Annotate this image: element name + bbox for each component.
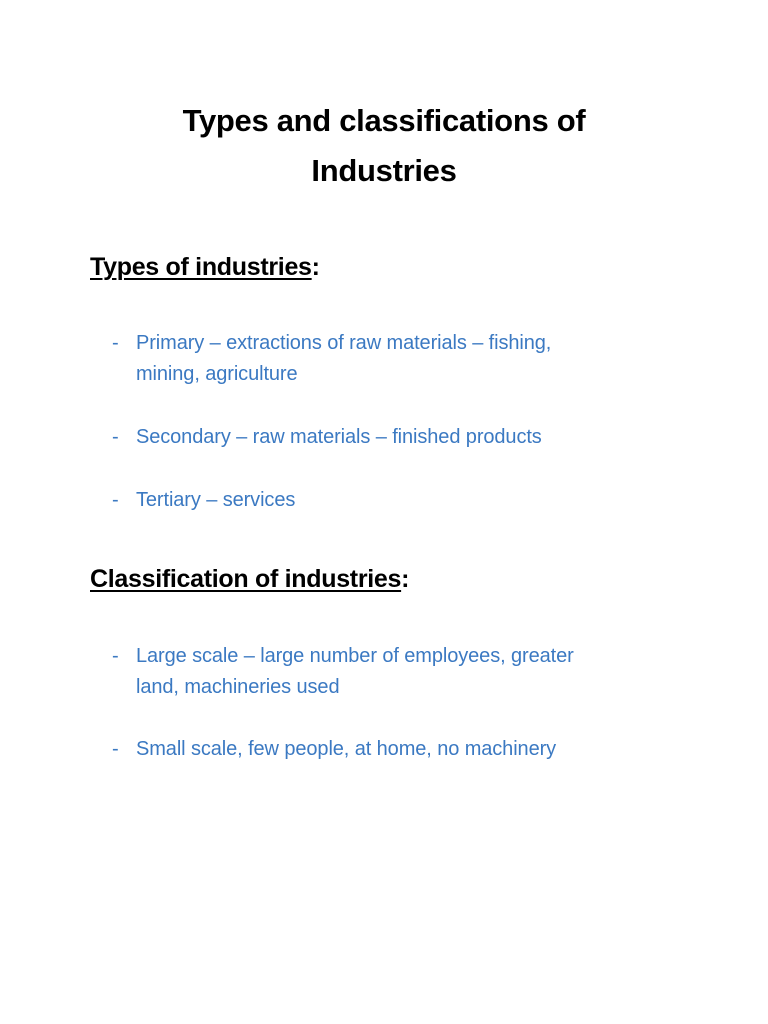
list-item-line-1: Large scale – large number of employees, greater [136,645,574,667]
list-item-tertiary [112,485,672,516]
section-heading-types-colon: : [311,253,320,281]
list-item-small-scale [112,734,672,765]
list-item-line-1: Primary – extractions of raw materials – fishing, [136,332,552,354]
section-heading-classification-text: Classification of industries [90,565,402,593]
section-heading-types [90,251,320,283]
section-heading-types-text: Types of industries [90,253,312,281]
list-item-large-scale [112,641,672,703]
list-item-line-1: Secondary – raw materials – finished products [136,426,542,448]
list-item-secondary [112,422,672,453]
list-item-line-1: Small scale, few people, at home, no machinery [136,738,557,760]
section-heading-classification [90,563,409,595]
list-item-line-1: Tertiary – services [136,489,296,511]
section-heading-classification-colon: : [401,565,410,593]
list-item-line-2: land, machineries used [136,676,340,698]
bullet-dash: - [112,738,119,760]
list-item-line-2: mining, agriculture [136,363,298,385]
bullet-dash: - [112,426,119,448]
bullet-dash: - [112,489,119,511]
bullet-dash: - [112,332,119,354]
list-item-primary [112,328,672,390]
bullet-dash: - [112,645,119,667]
title-line-1: Types and classifications of [182,103,586,138]
document-title [0,96,768,196]
title-line-2: Industries [311,153,457,188]
